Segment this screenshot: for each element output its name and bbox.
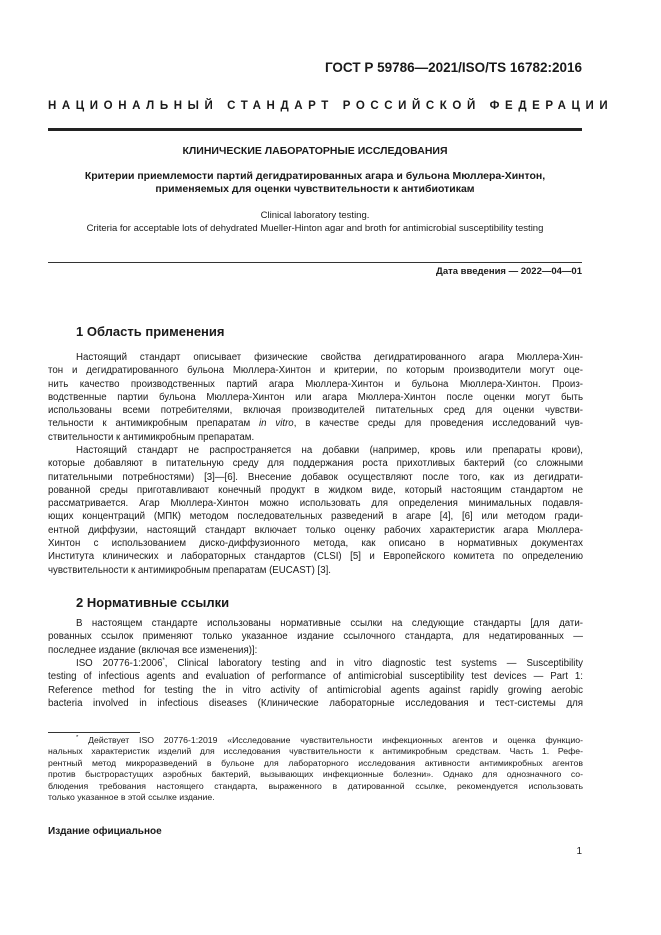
section-2-heading: 2 Нормативные ссылки (76, 595, 230, 610)
text-line: использованы всеми потребителями, включая производителей питательных сред для оценки чувстви- (48, 405, 583, 417)
subtitle-line-2: применяемых для оценки чувствительности к антибиотикам (155, 183, 475, 195)
text-line: Хинтон с использованием диско-диффузионного метода, как описано в нормативных документах (48, 538, 583, 550)
text-line: Настоящий стандарт не распространяется на добавки (например, кровь или препараты крови), (76, 445, 583, 456)
footnote-divider (48, 732, 140, 733)
text-line: тон и дегидратированного бульона Мюллера-Хинтон и критерии, по которым производители могут оце- (48, 365, 583, 377)
text-line: bacteria involved in infectious diseases (Клинические лабораторные исследования и тест-системы для (48, 697, 583, 709)
text-line: рованной среды приготавливают конечный продукт в жидком виде, который настоящим стандартом не (48, 484, 583, 496)
text-fragment: , Clinical laboratory testing and in vitro diagnostic test systems — Susceptibility (164, 658, 583, 669)
text-line: В настоящем стандарте использованы нормативные ссылки на следующие стандарты [для дати- (76, 618, 583, 629)
reference-code: ISO 20776-1:2006 (76, 658, 163, 669)
text-fragment: , в качестве среды для проведения исследований чув- (293, 418, 583, 430)
text-line: ющих концентраций (МПК) методом последовательных разведений в агаре [4], [6] или методом гради- (48, 511, 583, 523)
english-title-line-2: Criteria for acceptable lots of dehydrated Mueller-Hinton agar and broth for antimicrobial susceptibility testing (86, 223, 544, 234)
header-divider (48, 128, 582, 131)
document-title: КЛИНИЧЕСКИЕ ЛАБОРАТОРНЫЕ ИССЛЕДОВАНИЯ (182, 145, 448, 157)
english-title-line-1: Clinical laboratory testing. (260, 210, 370, 221)
section-1-paragraph-2 (48, 444, 583, 577)
text-line: только указанное в этой ссылке издание. (48, 791, 215, 802)
text-line (48, 657, 583, 670)
text-line (48, 735, 583, 746)
text-line: против быстрорастущих аэробных бактерий, вызывающих инфекционные болезни». Однако для однозначного со- (48, 769, 583, 780)
text-line: ствительности к антимикробным препаратам. (48, 431, 255, 443)
text-line: нить качество производственных партий агара Мюллера-Хинтон и бульона Мюллера-Хинтон. Произ- (48, 378, 583, 390)
text-line: которые добавляют в питательную среду для поддержания роста прихотливых бактерий (со сложными (48, 458, 583, 470)
text-line: ентной диффузии, настоящий стандарт включает только оценку рабочих характеристик агара Мюллера- (48, 524, 583, 536)
text-line: testing of infectious agents and evaluation of performance of antimicrobial susceptibility test devices — Part 1: (48, 671, 583, 683)
text-line: блюдения требования настоящего стандарта, выраженного в датированной ссылке, рекомендуется использовать (48, 780, 583, 791)
text-line: рассматривается. Агар Мюллера-Хинтон можно использовать для определения минимальных подавля- (48, 498, 583, 510)
text-line: нальных характеристик изделий для исследования чувствительности к антимикробным средствам. Часть 1. Рефе- (48, 746, 583, 757)
text-fragment-italic: in vitro (258, 418, 294, 430)
section-1-heading: 1 Область применения (76, 324, 225, 339)
subtitle-line-1: Критерии приемлемости партий дегидратированных агара и бульона Мюллера-Хинтон, (84, 170, 546, 182)
national-standard-banner: НАЦИОНАЛЬНЫЙ СТАНДАРТ РОССИЙСКОЙ ФЕДЕРАЦИИ (48, 100, 614, 112)
standard-code: ГОСТ Р 59786—2021/ISO/TS 16782:2016 (324, 60, 582, 75)
official-edition-label: Издание официальное (48, 826, 162, 837)
introduction-date: Дата введения — 2022—04—01 (436, 266, 582, 277)
text-line: питательными потребностями) [3]—[6]. Внесение добавок осуществляют после того, как из дегидрати- (48, 471, 583, 483)
section-1-paragraph-1 (48, 351, 583, 444)
text-line: Настоящий стандарт описывает физические свойства дегидратированного агара Мюллера-Хин- (76, 352, 583, 363)
text-line: рованных ссылок применяют только указанное издание ссылочного стандарта, для недатированных — (48, 631, 583, 643)
text-line: водственные партии бульона Мюллера-Хинтон или агара Мюллера-Хинтон после оценки могут быть (48, 391, 583, 403)
title-divider (48, 262, 582, 263)
text-line: Reference method for testing the in vitro activity of antimicrobial agents against rapidly growing aerobic (48, 684, 583, 696)
text-line: Института клинических и лабораторных стандартов (CLSI) [5] и Европейского комитета по определению (48, 551, 583, 563)
footnote-marker: * (76, 735, 79, 742)
text-line: последнее издание (включая все изменения)]: (48, 644, 258, 656)
document-subtitle (48, 170, 582, 196)
page-number: 1 (576, 846, 582, 857)
section-2-paragraph-1 (48, 617, 583, 657)
text-fragment: тельности к антимикробным препаратам (48, 418, 259, 430)
section-2-paragraph-2 (48, 657, 583, 710)
text-line: чувствительности к антимикробным препаратам (EUCAST) [3]. (48, 564, 331, 576)
text-line (48, 417, 583, 430)
english-title (48, 209, 582, 235)
text-fragment: Действует ISO 20776-1:2019 «Исследование чувствительности инфекционных агентов и оценка функцио- (78, 735, 583, 745)
text-line: рентный метод микроразведений в бульоне для лабораторного исследования активности антимикробных агентов (48, 757, 583, 768)
footnote-marker: * (162, 657, 165, 664)
footnote (48, 735, 583, 803)
